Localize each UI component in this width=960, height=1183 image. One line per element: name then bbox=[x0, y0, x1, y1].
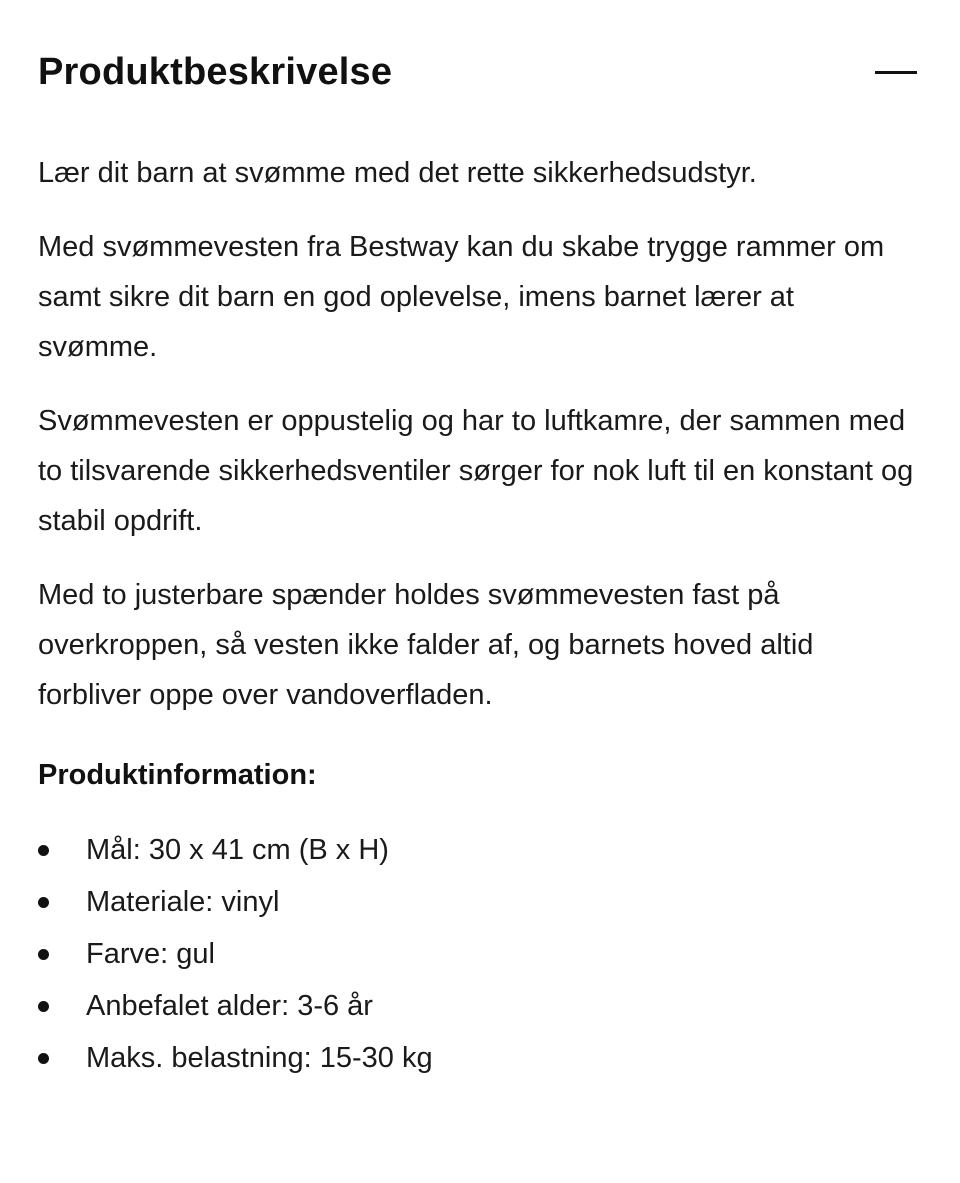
list-item bbox=[38, 1032, 916, 1084]
bullet-icon bbox=[38, 949, 49, 960]
list-item-text: Anbefalet alder: 3-6 år bbox=[86, 990, 373, 1022]
description-paragraph: Med svømmevesten fra Bestway kan du skabe trygge rammer om samt sikre dit barn en god oplevelse, imens barnet lærer at svømme. bbox=[38, 231, 885, 363]
list-item bbox=[38, 824, 916, 876]
description-paragraph: Med to justerbare spænder holdes svømmevesten fast på overkroppen, så vesten ikke falder af, og barnets hoved altid forbliver oppe over vandoverfladen. bbox=[38, 579, 814, 711]
bullet-icon bbox=[38, 845, 49, 856]
list-item-text: Mål: 30 x 41 cm (B x H) bbox=[86, 834, 389, 866]
section-title: Produktbeskrivelse bbox=[38, 50, 393, 93]
list-item-text: Maks. belastning: 15-30 kg bbox=[86, 1042, 433, 1074]
list-item bbox=[38, 928, 916, 980]
description-paragraph: Lær dit barn at svømme med det rette sikkerhedsudstyr. bbox=[38, 157, 757, 189]
product-description-panel bbox=[0, 36, 960, 1183]
list-item bbox=[38, 876, 916, 928]
minus-icon bbox=[875, 71, 917, 74]
list-item-text: Farve: gul bbox=[86, 938, 215, 970]
bullet-icon bbox=[38, 1053, 49, 1064]
product-info-list bbox=[38, 824, 916, 1084]
description-paragraph: Svømmevesten er oppustelig og har to luftkamre, der sammen med to tilsvarende sikkerhedsventiler sørger for nok luft til en konstant og stabil opdrift. bbox=[38, 405, 914, 537]
bullet-icon bbox=[38, 897, 49, 908]
collapse-button[interactable] bbox=[874, 50, 918, 94]
list-item-text: Materiale: vinyl bbox=[86, 886, 280, 918]
list-item bbox=[38, 980, 916, 1032]
section-header[interactable] bbox=[38, 36, 916, 108]
description-content bbox=[38, 148, 916, 1084]
bullet-icon bbox=[38, 1001, 49, 1012]
product-info-heading: Produktinformation: bbox=[38, 759, 317, 791]
